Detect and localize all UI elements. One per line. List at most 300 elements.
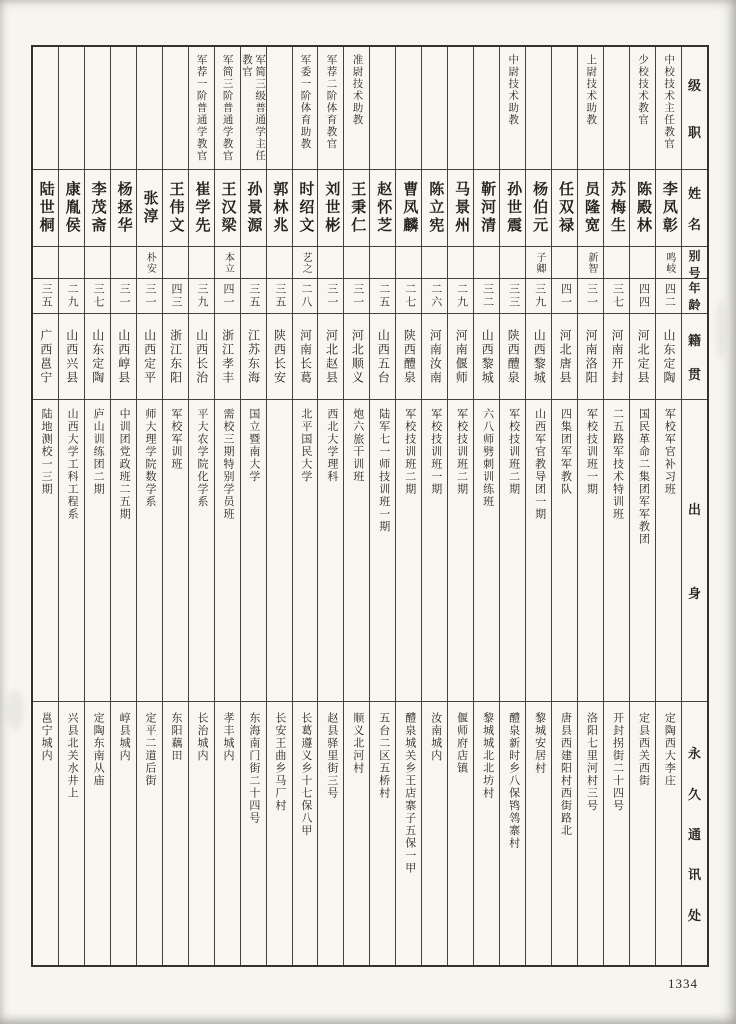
address-cell	[630, 702, 655, 965]
age-cell	[578, 279, 603, 314]
person-column	[629, 47, 655, 965]
native-place-text: 山东定陶	[662, 328, 677, 385]
name-cell	[370, 170, 395, 247]
age-cell	[630, 279, 655, 314]
address-cell	[163, 702, 188, 965]
origin-cell	[552, 400, 577, 702]
name-text: 孙世震	[505, 181, 522, 235]
native-place-cell	[578, 314, 603, 400]
age-text: 三一	[325, 283, 338, 309]
name-text: 苏梅生	[608, 181, 625, 235]
age-cell	[215, 279, 240, 314]
native-place-cell	[111, 314, 136, 400]
native-place-text: 山西兴县	[64, 328, 79, 385]
person-column	[525, 47, 551, 965]
rank-cell	[500, 47, 525, 170]
origin-text: 山西大学工科工程系	[66, 408, 79, 521]
age-cell	[318, 279, 343, 314]
origin-text: 四集团军军教队	[559, 408, 572, 496]
rank-cell	[604, 47, 629, 170]
origin-cell	[474, 400, 499, 702]
name-cell	[422, 170, 447, 247]
age-text: 二六	[429, 283, 442, 309]
registry-table	[31, 45, 709, 967]
native-place-text: 山东定陶	[90, 328, 105, 385]
name-text: 李茂斋	[89, 181, 106, 235]
native-place-text: 河南偃师	[454, 328, 469, 385]
address-text: 定平二道后街	[144, 712, 157, 787]
address-text: 长葛遵义乡十七保八甲	[299, 712, 312, 837]
age-cell	[33, 279, 58, 314]
origin-text: 国立暨南大学	[247, 408, 260, 483]
origin-text: 军校技训班二期	[507, 408, 520, 496]
alias-cell	[59, 247, 84, 279]
person-column	[33, 47, 58, 965]
rank-cell	[578, 47, 603, 170]
address-cell	[344, 702, 369, 965]
age-text: 二五	[377, 283, 390, 309]
origin-text: 二五路军技术特训班	[611, 408, 624, 521]
header-origin: 出 身	[682, 400, 707, 702]
person-column	[214, 47, 240, 965]
name-cell	[578, 170, 603, 247]
address-text: 邕宁城内	[40, 712, 53, 762]
name-cell	[111, 170, 136, 247]
address-text: 醴泉新时乡八保鸨鸰寨村	[507, 712, 520, 850]
scan-smudge	[6, 690, 24, 730]
address-cell	[604, 702, 629, 965]
address-text: 汝南城内	[429, 712, 442, 762]
person-column	[447, 47, 473, 965]
native-place-text: 河南开封	[610, 328, 625, 385]
rank-cell	[163, 47, 188, 170]
name-text: 王秉仁	[349, 181, 366, 235]
alias-cell	[578, 247, 603, 279]
rank-text: 军荐一阶普通学教官	[195, 54, 207, 162]
alias-cell	[500, 247, 525, 279]
rank-cell	[59, 47, 84, 170]
native-place-cell	[656, 314, 681, 400]
address-cell	[500, 702, 525, 965]
name-cell	[318, 170, 343, 247]
origin-text: 山西军官教导团一期	[533, 408, 546, 521]
name-cell	[215, 170, 240, 247]
age-cell	[370, 279, 395, 314]
address-cell	[448, 702, 473, 965]
origin-text: 军校技训班一期	[429, 408, 442, 496]
rank-text: 准尉技术助教	[351, 54, 363, 126]
native-place-cell	[33, 314, 58, 400]
native-place-cell	[85, 314, 110, 400]
origin-text: 北平国民大学	[299, 408, 312, 483]
name-text: 李凤彰	[660, 181, 677, 235]
origin-cell	[293, 400, 318, 702]
age-text: 三七	[92, 283, 105, 309]
native-place-text: 山西长治	[194, 328, 209, 385]
address-cell	[422, 702, 447, 965]
rank-text: 军简三级普通学主任教官	[241, 54, 266, 162]
person-column	[84, 47, 110, 965]
address-text: 黎城安居村	[533, 712, 546, 775]
person-column	[577, 47, 603, 965]
origin-text: 需校三期特别学员班	[221, 408, 234, 521]
name-cell	[189, 170, 214, 247]
origin-cell	[111, 400, 136, 702]
alias-cell	[33, 247, 58, 279]
name-cell	[293, 170, 318, 247]
scan-smudge	[716, 300, 726, 360]
rank-cell	[552, 47, 577, 170]
native-place-text: 河南洛阳	[584, 328, 599, 385]
address-cell	[137, 702, 162, 965]
age-cell	[163, 279, 188, 314]
name-text: 孙景源	[245, 181, 262, 235]
address-cell	[111, 702, 136, 965]
address-text: 东海南门街二十四号	[247, 712, 260, 825]
age-text: 三七	[611, 283, 624, 309]
header-name: 姓 名	[682, 170, 707, 247]
origin-cell	[448, 400, 473, 702]
age-text: 二九	[455, 283, 468, 309]
header-age: 年 龄	[682, 279, 707, 314]
person-column	[58, 47, 84, 965]
native-place-cell	[422, 314, 447, 400]
rank-cell	[526, 47, 551, 170]
rank-cell	[189, 47, 214, 170]
age-cell	[474, 279, 499, 314]
rank-cell	[85, 47, 110, 170]
address-cell	[267, 702, 292, 965]
alias-cell	[396, 247, 421, 279]
native-place-cell	[241, 314, 266, 400]
native-place-cell	[500, 314, 525, 400]
name-text: 员隆宽	[583, 181, 600, 235]
alias-cell	[189, 247, 214, 279]
alias-cell	[422, 247, 447, 279]
person-column	[162, 47, 188, 965]
address-text: 黎城城北北坊村	[481, 712, 494, 800]
address-cell	[59, 702, 84, 965]
age-text: 四一	[559, 283, 572, 309]
name-cell	[85, 170, 110, 247]
person-column	[499, 47, 525, 965]
address-text: 唐县西建阳村西街路北	[559, 712, 572, 837]
alias-cell	[241, 247, 266, 279]
origin-cell	[526, 400, 551, 702]
address-text: 顺义北河村	[351, 712, 364, 775]
alias-text: 子卿	[533, 251, 545, 274]
origin-cell	[318, 400, 343, 702]
name-text: 杨伯元	[531, 181, 548, 235]
name-cell	[526, 170, 551, 247]
age-cell	[85, 279, 110, 314]
age-cell	[189, 279, 214, 314]
person-column	[369, 47, 395, 965]
alias-cell	[630, 247, 655, 279]
name-text: 王伟文	[167, 181, 184, 235]
age-cell	[656, 279, 681, 314]
rank-cell	[137, 47, 162, 170]
rank-cell	[474, 47, 499, 170]
name-cell	[33, 170, 58, 247]
rank-cell	[448, 47, 473, 170]
age-cell	[344, 279, 369, 314]
header-native-place: 籍 贯	[682, 314, 707, 400]
address-text: 醴泉城关乡王店寨子五保一甲	[403, 712, 416, 875]
name-text: 时绍文	[297, 181, 314, 235]
native-place-text: 河北定县	[636, 328, 651, 385]
age-cell	[500, 279, 525, 314]
address-cell	[578, 702, 603, 965]
native-place-cell	[137, 314, 162, 400]
address-text: 兴县北关水井上	[66, 712, 79, 800]
alias-cell	[656, 247, 681, 279]
name-cell	[59, 170, 84, 247]
origin-text: 军校技训班二期	[455, 408, 468, 496]
native-place-text: 河北顺义	[350, 328, 365, 385]
address-cell	[526, 702, 551, 965]
header-address: 永 久 通 讯 处	[688, 746, 702, 923]
name-text: 康胤侯	[63, 181, 80, 235]
alias-text: 朴安	[144, 251, 156, 274]
native-place-cell	[293, 314, 318, 400]
rank-text: 军委一阶体育助教	[299, 54, 311, 150]
origin-cell	[604, 400, 629, 702]
header-column	[681, 47, 707, 965]
origin-cell	[370, 400, 395, 702]
alias-cell	[215, 247, 240, 279]
origin-text: 军校军官补习班	[663, 408, 676, 496]
native-place-text: 广西邕宁	[38, 328, 53, 385]
rank-cell	[422, 47, 447, 170]
person-column	[317, 47, 343, 965]
address-cell	[215, 702, 240, 965]
alias-cell	[370, 247, 395, 279]
native-place-text: 陕西长安	[272, 328, 287, 385]
native-place-text: 江苏东海	[246, 328, 261, 385]
rank-cell	[111, 47, 136, 170]
origin-cell	[163, 400, 188, 702]
alias-cell	[526, 247, 551, 279]
age-text: 二九	[66, 283, 79, 309]
origin-text: 庐山训练团二期	[92, 408, 105, 496]
native-place-text: 陕西醴泉	[402, 328, 417, 385]
age-cell	[552, 279, 577, 314]
alias-cell	[344, 247, 369, 279]
name-cell	[137, 170, 162, 247]
rank-cell	[293, 47, 318, 170]
name-text: 任双禄	[557, 181, 574, 235]
age-cell	[241, 279, 266, 314]
age-cell	[396, 279, 421, 314]
address-text: 洛阳七里河村三号	[585, 712, 598, 812]
name-text: 陈殿林	[634, 181, 651, 235]
age-text: 三五	[273, 283, 286, 309]
native-place-text: 山西定平	[142, 328, 157, 385]
age-cell	[59, 279, 84, 314]
name-cell	[552, 170, 577, 247]
address-text: 长安王曲乡马厂村	[273, 712, 286, 812]
origin-cell	[422, 400, 447, 702]
name-cell	[267, 170, 292, 247]
origin-cell	[85, 400, 110, 702]
person-column	[266, 47, 292, 965]
native-place-text: 河南汝南	[428, 328, 443, 385]
rank-cell	[267, 47, 292, 170]
alias-cell	[137, 247, 162, 279]
native-place-cell	[344, 314, 369, 400]
name-text: 张淳	[141, 190, 158, 226]
address-cell	[474, 702, 499, 965]
native-place-cell	[215, 314, 240, 400]
name-cell	[396, 170, 421, 247]
age-text: 三一	[585, 283, 598, 309]
native-place-text: 山西崞县	[116, 328, 131, 385]
origin-text: 中训团党政班二五期	[118, 408, 131, 521]
address-text: 定县西关西街	[637, 712, 650, 787]
native-place-text: 山西黎城	[480, 328, 495, 385]
native-place-cell	[318, 314, 343, 400]
person-column	[292, 47, 318, 965]
address-text: 赵县驿里街三号	[325, 712, 338, 800]
age-text: 三五	[40, 283, 53, 309]
name-cell	[604, 170, 629, 247]
origin-cell	[33, 400, 58, 702]
name-text: 崔学先	[193, 181, 210, 235]
person-column	[473, 47, 499, 965]
alias-text: 新智	[585, 251, 597, 274]
rank-cell	[370, 47, 395, 170]
age-text: 三三	[507, 283, 520, 309]
name-text: 马景州	[453, 181, 470, 235]
alias-cell	[163, 247, 188, 279]
rank-text: 军荐二阶体育教官	[325, 54, 337, 150]
name-cell	[656, 170, 681, 247]
person-column	[110, 47, 136, 965]
age-text: 四二	[663, 283, 676, 309]
name-text: 郭林兆	[271, 181, 288, 235]
address-text: 长治城内	[195, 712, 208, 762]
name-text: 陈立宪	[427, 181, 444, 235]
rank-text: 上尉技术助教	[585, 54, 597, 126]
native-place-text: 河北赵县	[324, 328, 339, 385]
origin-text: 国民革命二集团军军教团	[637, 408, 650, 546]
native-place-cell	[163, 314, 188, 400]
alias-cell	[318, 247, 343, 279]
origin-text: 军校技训班二期	[403, 408, 416, 496]
age-text: 三二	[481, 283, 494, 309]
native-place-cell	[189, 314, 214, 400]
name-text: 靳河清	[479, 181, 496, 235]
name-cell	[241, 170, 266, 247]
page-number: 1334	[668, 976, 698, 991]
age-text: 三五	[247, 283, 260, 309]
native-place-text: 山西五台	[376, 328, 391, 385]
rank-cell	[630, 47, 655, 170]
address-cell	[241, 702, 266, 965]
address-cell	[293, 702, 318, 965]
native-place-text: 浙江孝丰	[220, 328, 235, 385]
address-text: 开封拐街二十四号	[611, 712, 624, 812]
alias-cell	[293, 247, 318, 279]
alias-text: 鸣岐	[663, 251, 675, 274]
address-text: 崞县城内	[118, 712, 131, 762]
address-cell	[656, 702, 681, 965]
person-column	[655, 47, 681, 965]
age-text: 三一	[118, 283, 131, 309]
address-text: 孝丰城内	[221, 712, 234, 762]
origin-text: 炮六旅干训班	[351, 408, 364, 483]
age-cell	[448, 279, 473, 314]
native-place-cell	[630, 314, 655, 400]
rank-cell	[241, 47, 266, 170]
alias-cell	[111, 247, 136, 279]
name-cell	[163, 170, 188, 247]
rank-cell	[33, 47, 58, 170]
name-cell	[630, 170, 655, 247]
address-cell	[396, 702, 421, 965]
native-place-cell	[59, 314, 84, 400]
age-text: 四三	[170, 283, 183, 309]
origin-text: 陆军七一师技训班一期	[377, 408, 390, 533]
age-text: 二七	[403, 283, 416, 309]
address-text: 五台二区五桥村	[377, 712, 390, 800]
rank-text: 中尉技术助教	[507, 54, 519, 126]
age-cell	[604, 279, 629, 314]
person-column	[603, 47, 629, 965]
name-cell	[474, 170, 499, 247]
address-cell	[318, 702, 343, 965]
age-cell	[137, 279, 162, 314]
native-place-text: 陕西醴泉	[506, 328, 521, 385]
person-column	[421, 47, 447, 965]
name-text: 赵怀芝	[375, 181, 392, 235]
name-text: 陆世桐	[37, 181, 54, 235]
origin-text: 军校军训班	[170, 408, 183, 471]
alias-text: 本立	[222, 251, 234, 274]
native-place-text: 浙江东阳	[168, 328, 183, 385]
origin-cell	[630, 400, 655, 702]
origin-cell	[267, 400, 292, 702]
origin-text: 陆地测校一三期	[40, 408, 53, 496]
name-text: 杨拯华	[115, 181, 132, 235]
age-text: 三一	[144, 283, 157, 309]
person-column	[136, 47, 162, 965]
origin-cell	[396, 400, 421, 702]
native-place-text: 河北唐县	[558, 328, 573, 385]
name-cell	[500, 170, 525, 247]
person-column	[551, 47, 577, 965]
alias-text: 艺之	[300, 251, 312, 274]
alias-cell	[474, 247, 499, 279]
origin-text: 西北大学理科	[325, 408, 338, 483]
name-cell	[344, 170, 369, 247]
rank-cell	[656, 47, 681, 170]
age-cell	[111, 279, 136, 314]
name-text: 曹凤麟	[401, 181, 418, 235]
age-cell	[293, 279, 318, 314]
person-column	[240, 47, 266, 965]
alias-cell	[85, 247, 110, 279]
rank-cell	[318, 47, 343, 170]
age-text: 三九	[533, 283, 546, 309]
address-text: 定陶西大李庄	[663, 712, 676, 787]
age-text: 二八	[299, 283, 312, 309]
address-text: 东阳藕田	[170, 712, 183, 762]
alias-cell	[448, 247, 473, 279]
rank-cell	[215, 47, 240, 170]
native-place-cell	[526, 314, 551, 400]
